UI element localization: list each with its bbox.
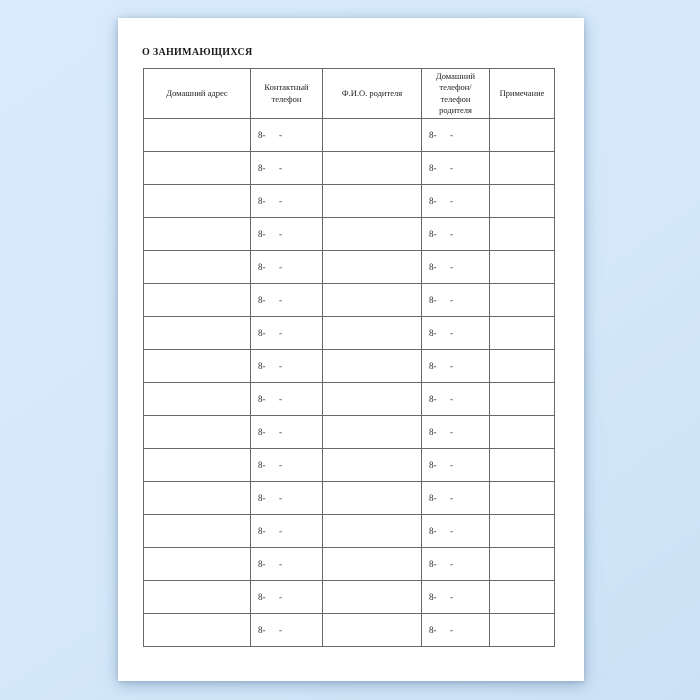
table-row [144, 383, 555, 416]
contact-phone-cell: 8- - [251, 119, 323, 152]
address-cell [144, 317, 251, 350]
parent-name-cell [323, 251, 422, 284]
note-cell [490, 119, 555, 152]
contact-phone-cell: 8- - [251, 548, 323, 581]
parent-phone-cell: 8- - [422, 185, 490, 218]
parent-phone-cell: 8- - [422, 218, 490, 251]
parent-name-cell [323, 482, 422, 515]
note-cell [490, 152, 555, 185]
parent-phone-cell: 8- - [422, 350, 490, 383]
table-row [144, 482, 555, 515]
address-cell [144, 482, 251, 515]
page-title: О ЗАНИМАЮЩИХСЯ [142, 47, 253, 58]
address-cell [144, 284, 251, 317]
address-cell [144, 614, 251, 647]
address-cell [144, 515, 251, 548]
address-cell [144, 416, 251, 449]
table-row [144, 449, 555, 482]
parent-phone-cell: 8- - [422, 251, 490, 284]
address-cell [144, 152, 251, 185]
parent-name-cell [323, 548, 422, 581]
table-row [144, 251, 555, 284]
parent-name-cell [323, 449, 422, 482]
col-header-note: Примечание [490, 69, 555, 119]
address-cell [144, 581, 251, 614]
address-cell [144, 449, 251, 482]
parent-name-cell [323, 614, 422, 647]
contact-phone-cell: 8- - [251, 251, 323, 284]
note-cell [490, 383, 555, 416]
parent-name-cell [323, 416, 422, 449]
table-row [144, 317, 555, 350]
table-row [144, 548, 555, 581]
document-page [118, 18, 584, 681]
col-header-parent-name: Ф.И.О. родителя [323, 69, 422, 119]
note-cell [490, 185, 555, 218]
contact-phone-cell: 8- - [251, 317, 323, 350]
table-row [144, 119, 555, 152]
parent-phone-cell: 8- - [422, 614, 490, 647]
note-cell [490, 482, 555, 515]
note-cell [490, 548, 555, 581]
parent-phone-cell: 8- - [422, 152, 490, 185]
note-cell [490, 614, 555, 647]
address-cell [144, 185, 251, 218]
address-cell [144, 218, 251, 251]
parent-phone-cell: 8- - [422, 482, 490, 515]
contact-phone-cell: 8- - [251, 482, 323, 515]
table-row [144, 416, 555, 449]
contact-phone-cell: 8- - [251, 185, 323, 218]
parent-name-cell [323, 185, 422, 218]
table-row [144, 218, 555, 251]
header-row [144, 69, 555, 119]
contact-phone-cell: 8- - [251, 614, 323, 647]
col-header-parent-phone: Домашний телефон/ телефон родителя [422, 69, 490, 119]
parent-phone-cell: 8- - [422, 284, 490, 317]
contact-phone-cell: 8- - [251, 581, 323, 614]
parent-phone-cell: 8- - [422, 416, 490, 449]
parent-name-cell [323, 284, 422, 317]
note-cell [490, 449, 555, 482]
participants-table [143, 68, 555, 647]
address-cell [144, 383, 251, 416]
note-cell [490, 218, 555, 251]
contact-phone-cell: 8- - [251, 152, 323, 185]
table-row [144, 515, 555, 548]
parent-name-cell [323, 383, 422, 416]
parent-name-cell [323, 152, 422, 185]
contact-phone-cell: 8- - [251, 218, 323, 251]
table-row [144, 284, 555, 317]
col-header-contact-phone: Контактный телефон [251, 69, 323, 119]
parent-name-cell [323, 350, 422, 383]
note-cell [490, 581, 555, 614]
note-cell [490, 284, 555, 317]
contact-phone-cell: 8- - [251, 416, 323, 449]
parent-name-cell [323, 317, 422, 350]
parent-phone-cell: 8- - [422, 317, 490, 350]
contact-phone-cell: 8- - [251, 284, 323, 317]
parent-phone-cell: 8- - [422, 515, 490, 548]
table-header [144, 69, 555, 119]
parent-phone-cell: 8- - [422, 581, 490, 614]
contact-phone-cell: 8- - [251, 515, 323, 548]
contact-phone-cell: 8- - [251, 449, 323, 482]
parent-name-cell [323, 581, 422, 614]
parent-phone-cell: 8- - [422, 548, 490, 581]
parent-phone-cell: 8- - [422, 449, 490, 482]
note-cell [490, 350, 555, 383]
address-cell [144, 548, 251, 581]
table-row [144, 581, 555, 614]
col-header-home-address: Домашний адрес [144, 69, 251, 119]
contact-phone-cell: 8- - [251, 350, 323, 383]
table-row [144, 350, 555, 383]
table-row [144, 152, 555, 185]
table-body [144, 119, 555, 647]
table-row [144, 614, 555, 647]
parent-phone-cell: 8- - [422, 383, 490, 416]
parent-name-cell [323, 515, 422, 548]
parent-name-cell [323, 218, 422, 251]
table-row [144, 185, 555, 218]
address-cell [144, 251, 251, 284]
parent-name-cell [323, 119, 422, 152]
address-cell [144, 350, 251, 383]
contact-phone-cell: 8- - [251, 383, 323, 416]
parent-phone-cell: 8- - [422, 119, 490, 152]
address-cell [144, 119, 251, 152]
note-cell [490, 515, 555, 548]
note-cell [490, 251, 555, 284]
note-cell [490, 317, 555, 350]
note-cell [490, 416, 555, 449]
